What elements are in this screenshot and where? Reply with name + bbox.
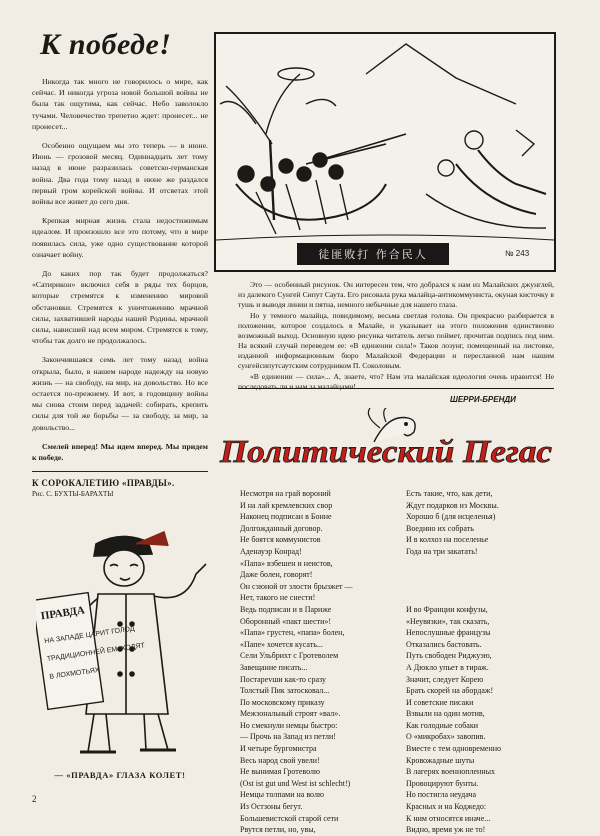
description-paragraph: «В единении — сила»... А, знаете, что? Нам эта малайская идеология очень нравится! Не последовать ли и нам за малайцами!..: [238, 372, 554, 391]
poem-line: Аденауэр Конрад!: [240, 546, 302, 556]
article-paragraph: Закончившаяся семь лет тому назад война открыла, было, в нашем народе надежду на новую жизнь — на свободу, на мир, на довольство. Но все остается по-прежнему. И вот, в годовщину войны мы снова стоим перед задачей: собирать, крепить силы для той же борьбы — за свободу, за мир, за довольство...: [32, 355, 208, 432]
section-divider: [238, 388, 554, 389]
poem-line: Толстый Пик затосковал...: [240, 686, 330, 696]
poem-line: Ведь подписан и в Париже: [240, 604, 332, 614]
poem-line: Есть такие, что, как дети,: [406, 489, 493, 498]
poem-line: Брать скорей на абордаж!: [406, 686, 494, 696]
poem-line: «Неувязки», так сказать,: [406, 616, 490, 626]
fleeing-figures: [426, 130, 546, 228]
pravda-cartoon-title: К СОРОКАЛЕТИЮ «ПРАВДЫ».: [32, 478, 175, 489]
article-paragraph: До каких пор так будет продолжаться? «Сатирикон» включил себя в ряды тех борцов, которые стремятся к изменению мировой обстановки. Стремятся к уничтожению мрачной силы, захватившей народы нашей Родины, мрачной силы, нависшей над всем миром. Стремятся к тому, чтобы так долго не продолжалось.: [32, 269, 208, 346]
illustration-description: [238, 280, 554, 393]
page-number: 2: [32, 794, 37, 804]
poem-line: Хорошо б (для исцеленья): [406, 512, 496, 522]
section-title: Политический Пегас: [218, 433, 553, 469]
pravda-cartoon-credit: Рис. С. БУХТЫ-БАРАХТЫ: [32, 490, 114, 499]
poem-line: К ним относятся иначе...: [406, 813, 491, 823]
poem-line: «Папе» хочется кусать...: [240, 639, 323, 649]
poem-line: (Ost ist gut und West ist schlecht!): [240, 778, 351, 788]
poem-line: Но постигла неудача: [406, 790, 477, 800]
malay-illustration: [214, 32, 556, 272]
poem-line: Оборонный «пакт шести»!: [240, 616, 332, 626]
poem-line: И в колхоз на поселенье: [406, 535, 489, 545]
poem-line: Как голодные собаки: [406, 720, 479, 730]
poem-line: Большевистской старой сети: [240, 813, 339, 823]
poem-line: Воедино их собрать: [406, 523, 474, 533]
poem-line: И на лай кремлевских свор: [240, 500, 333, 510]
poem-line: «Папа» грустен, «папа» болен,: [240, 628, 345, 638]
poem-stanza-gap: [406, 581, 566, 593]
poem-line: Постарevши как-то сразу: [240, 674, 327, 684]
poem-column-left: [240, 488, 400, 836]
description-paragraph: Но у темного малайца, повидимому, весьма светлая голова. Он прекрасно разбирается в положении, которое создалось в Малайе, и указывает на этого положения единственно возможный выход. Основную идею рисунка читатель легко поймет, прочитав подпись под ним. На всякий случай переведем ее: «В единении сила!» Таков лозунг, помещенный на листовке, изданной информационным бюро Малайской Федерации и пересланной нам нашим сунгейсипутсаутским сотрудником П. Соколовым.: [238, 311, 554, 370]
newspaper-masthead: ПРАВДА: [40, 604, 86, 623]
poem-line: Кровожадные шуты: [406, 755, 475, 765]
pravda-caption: — «ПРАВДА» ГЛАЗА КОЛЕТ!: [54, 770, 186, 780]
poem-stanza-gap: [406, 569, 566, 581]
poem-line: Красных и на Коджедо:: [406, 802, 487, 812]
poem-line: Даже болен, говорят!: [240, 570, 313, 580]
poem-line: Нет, такого не снести!: [240, 593, 316, 603]
poem-line: Но смекнули немцы быстро:: [240, 720, 338, 730]
poem-line: «Папа» взбешен и неистов,: [240, 558, 333, 568]
poem-line: Ждут подарков из Москвы.: [406, 500, 499, 510]
poem-line: В лагерях военнопленных: [406, 767, 495, 777]
left-column: [32, 28, 208, 498]
poem-line: О «микробах» завопив.: [406, 732, 486, 742]
ground: [216, 235, 554, 240]
poem-line: Из Остзоны бегут.: [240, 802, 303, 812]
column-divider: [32, 471, 208, 472]
poem-line: Наконец подписан в Бонне: [240, 512, 332, 522]
newspaper-headline: В ЛОХМОТЬЯХ: [48, 666, 101, 681]
poem-line: Рвутся петли, но, увы,: [240, 825, 316, 835]
poem-line: Непослушные французы: [406, 628, 491, 638]
description-paragraph: Это — особенный рисунок. Он интересен тем, что добрался к нам из Малайских джунглей, из далекого Сунгей Сипут Саута. Его рисовала рука малайца-антикоммуниста, окуная кисточку в тушь и выводя линии и пятна, немного небычные для нашего глаза.: [238, 280, 554, 309]
poem-line: Он сзюной от злости брызжет —: [240, 581, 353, 591]
poem-line: Не боятся коммунистов: [240, 535, 321, 545]
poem-line: Не вынимая Гротеволю: [240, 767, 320, 777]
poem-stanza-gap: [406, 592, 566, 604]
article-title: К победе!: [40, 28, 172, 61]
political-pegasus-header: [214, 408, 559, 478]
poem-line: И четыре бургомистра: [240, 744, 317, 754]
poem-line: Долгожданный договор.: [240, 523, 323, 533]
poem-line: Несмотря на грай вороний: [240, 489, 331, 498]
poem-line: И во Франции конфузы,: [406, 604, 488, 614]
poem-line: Сели Ульбрихт с Гротеволем: [240, 651, 339, 661]
poem-line: — Прочь на Запад из петли!: [240, 732, 336, 742]
poem-line: Видно, время уж не то!: [406, 825, 486, 835]
article-paragraph: Крепкая мирная жизнь стала недостижимым идеалом. И произошло все это потому, что в мире появилась сила, уже одно существование которой означает войну.: [32, 216, 208, 259]
poem-line: Значит, следует Корею: [406, 674, 484, 684]
poem-line: Завещание писать...: [240, 662, 308, 672]
pravda-cartoon-illustration: [36, 524, 212, 764]
poem-line: Межзональный строят «вал».: [240, 709, 341, 719]
poem-line: Путь свободен Риджуэю,: [406, 651, 492, 661]
poem-line: Взвыли на один мотив,: [406, 709, 485, 719]
poem-line: Вместе с тем одновременно: [406, 744, 502, 754]
poem-stanza-gap: [406, 558, 566, 570]
newspaper-headline: НА ЗАПАДЕ ЦАРИТ ГОЛОД: [43, 625, 136, 646]
poem-line: Отказались бастовать.: [406, 639, 482, 649]
illustration-number: № 243: [505, 249, 530, 258]
newspaper-headline: ТРАДИЦИОННЕЙ ЕМ. ХОДЯТ: [46, 642, 146, 663]
mountain: [366, 44, 516, 104]
poem-line: Весь народ свой увели!: [240, 755, 320, 765]
poem-column-right: [406, 488, 566, 836]
rifles: [306, 134, 406, 164]
poem-line: Года на три закатать!: [406, 546, 478, 556]
article-paragraph-final: Смелей вперед! Мы идем вперед. Мы придем к победе.: [32, 441, 208, 463]
section-author: ШЕРРИ-БРЕНДИ: [450, 395, 516, 404]
illustration-caption: 徒匪败打 作合民人: [297, 243, 449, 265]
poem-line: И советские писаки: [406, 697, 474, 707]
poem-line: Немцы толпами на волю: [240, 790, 324, 800]
article-paragraph: Особенно ощущаем мы это теперь — в июне. Июнь — грозовой месяц. Одиннадцать лет тому назад в июне разразилась советско-германская война. Два года тому назад в июне же раздался первый гром корейской войны. И отсветах этой войны все живет до сего дня.: [32, 141, 208, 207]
poem-line: По московскому приказу: [240, 697, 325, 707]
poem-line: А Дюкло упьет в тираж.: [406, 662, 489, 672]
tree-fronds: [220, 74, 300, 144]
poem-line: Провоцируют бунты.: [406, 778, 479, 788]
article-paragraph: Никогда так много не говорилось о мире, как сейчас. И никогда угроза новой большой войны не была так ощутима, как сейчас. Небо заволокло тучами. Человечество трепетно ждет: пронесет... не пронесет...: [32, 77, 208, 131]
